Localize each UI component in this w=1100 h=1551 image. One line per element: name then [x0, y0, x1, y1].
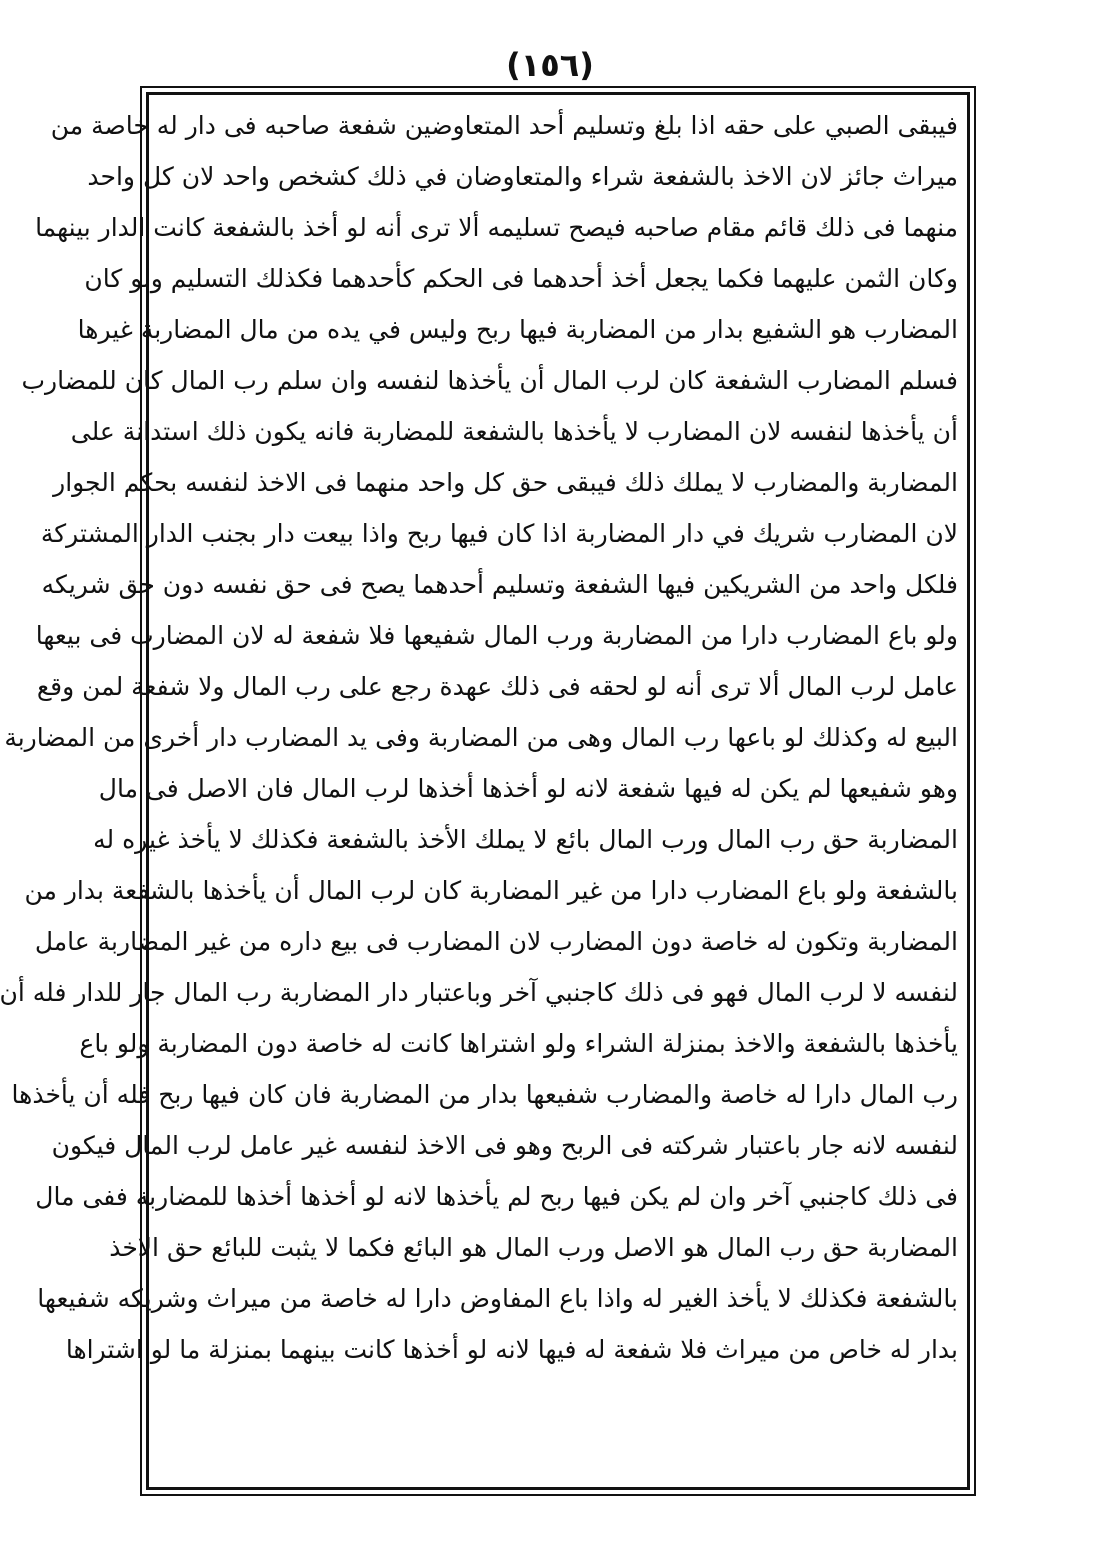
text-line: المضاربة وتكون له خاصة دون المضارب لان المضارب فى بيع داره من غير المضاربة عامل — [34, 927, 958, 956]
text-line: المضاربة حق رب المال ورب المال بائع لا يملك الأخذ بالشفعة فكذلك لا يأخذ غيره له — [93, 825, 958, 854]
text-line: لنفسه لا لرب المال فهو فى ذلك كاجنبي آخر وباعتبار دار المضاربة رب المال جار للدار فله أن — [0, 978, 958, 1007]
text-line: البيع له وكذلك لو باعها رب المال وهى من المضاربة وفى يد المضارب دار أخرى من المضاربة — [4, 723, 958, 752]
text-line: بالشفعة ولو باع المضارب دارا من غير المضاربة كان لرب المال أن يأخذها بالشفعة بدار من — [24, 876, 958, 905]
text-line: منهما فى ذلك قائم مقام صاحبه فيصح تسليمه ألا ترى أنه لو أخذ بالشفعة كانت الدار بينهما — [35, 213, 958, 242]
text-line: وهو شفيعها لم يكن له فيها شفعة لانه لو أخذها أخذها لرب المال فان الاصل فى مال — [98, 774, 958, 803]
text-line: أن يأخذها لنفسه لان المضارب لا يأخذها بالشفعة للمضاربة فانه يكون ذلك استدانة على — [70, 417, 958, 446]
text-line: بدار له خاص من ميراث فلا شفعة له فيها لانه لو أخذها كانت بينهما بمنزلة ما لو اشتراها — [65, 1335, 958, 1364]
text-line: المضارب هو الشفيع بدار من المضاربة فيها ربح وليس في يده من مال المضاربة غيرها — [77, 315, 958, 344]
text-line: لان المضارب شريك في دار المضاربة اذا كان فيها ربح واذا بيعت دار بجنب الدار المشتركة — [40, 519, 958, 548]
text-line: فى ذلك كاجنبي آخر وان لم يكن فيها ربح لم يأخذها لانه لو أخذها أخذها للمضاربة ففى مال — [35, 1182, 958, 1211]
text-line: رب المال دارا له خاصة والمضارب شفيعها بدار من المضاربة فان كان فيها ربح فله أن يأخذها — [11, 1080, 958, 1109]
text-line: فلكل واحد من الشريكين فيها الشفعة وتسليم أحدهما يصح فى حق نفسه دون حق شريكه — [41, 570, 958, 599]
text-line: المضاربة حق رب المال هو الاصل ورب المال هو البائع فكما لا يثبت للبائع حق الاخذ — [109, 1233, 958, 1262]
text-line: ميراث جائز لان الاخذ بالشفعة شراء والمتعاوضان في ذلك كشخص واحد لان كل واحد — [87, 162, 958, 191]
text-line: ولو باع المضارب دارا من المضاربة ورب المال شفيعها فلا شفعة له لان المضارب فى بيعها — [35, 621, 958, 650]
page-number: (١٥٦) — [506, 46, 594, 84]
text-line: وكان الثمن عليهما فكما يجعل أخذ أحدهما فى الحكم كأحدهما فكذلك التسليم ولو كان — [84, 264, 958, 293]
text-line: المضاربة والمضارب لا يملك ذلك فيبقى حق كل واحد منهما فى الاخذ لنفسه بحكم الجوار — [53, 468, 958, 497]
text-line: فسلم المضارب الشفعة كان لرب المال أن يأخذها لنفسه وان سلم رب المال كان للمضارب — [21, 366, 958, 395]
text-line: عامل لرب المال ألا ترى أنه لو لحقه فى ذلك عهدة رجع على رب المال ولا شفعة لمن وقع — [36, 672, 958, 701]
body-text — [0, 100, 958, 1480]
text-line: لنفسه لانه جار باعتبار شركته فى الربح وهو فى الاخذ لنفسه غير عامل لرب المال فيكون — [51, 1131, 958, 1160]
text-line: يأخذها بالشفعة والاخذ بمنزلة الشراء ولو اشتراها كانت له خاصة دون المضاربة ولو باع — [79, 1029, 958, 1058]
text-line: بالشفعة فكذلك لا يأخذ الغير له واذا باع المفاوض دارا له خاصة من ميراث وشريكه شفيعها — [37, 1284, 958, 1313]
text-line: فيبقى الصبي على حقه اذا بلغ وتسليم أحد المتعاوضين شفعة صاحبه فى دار له خاصة من — [50, 111, 958, 140]
